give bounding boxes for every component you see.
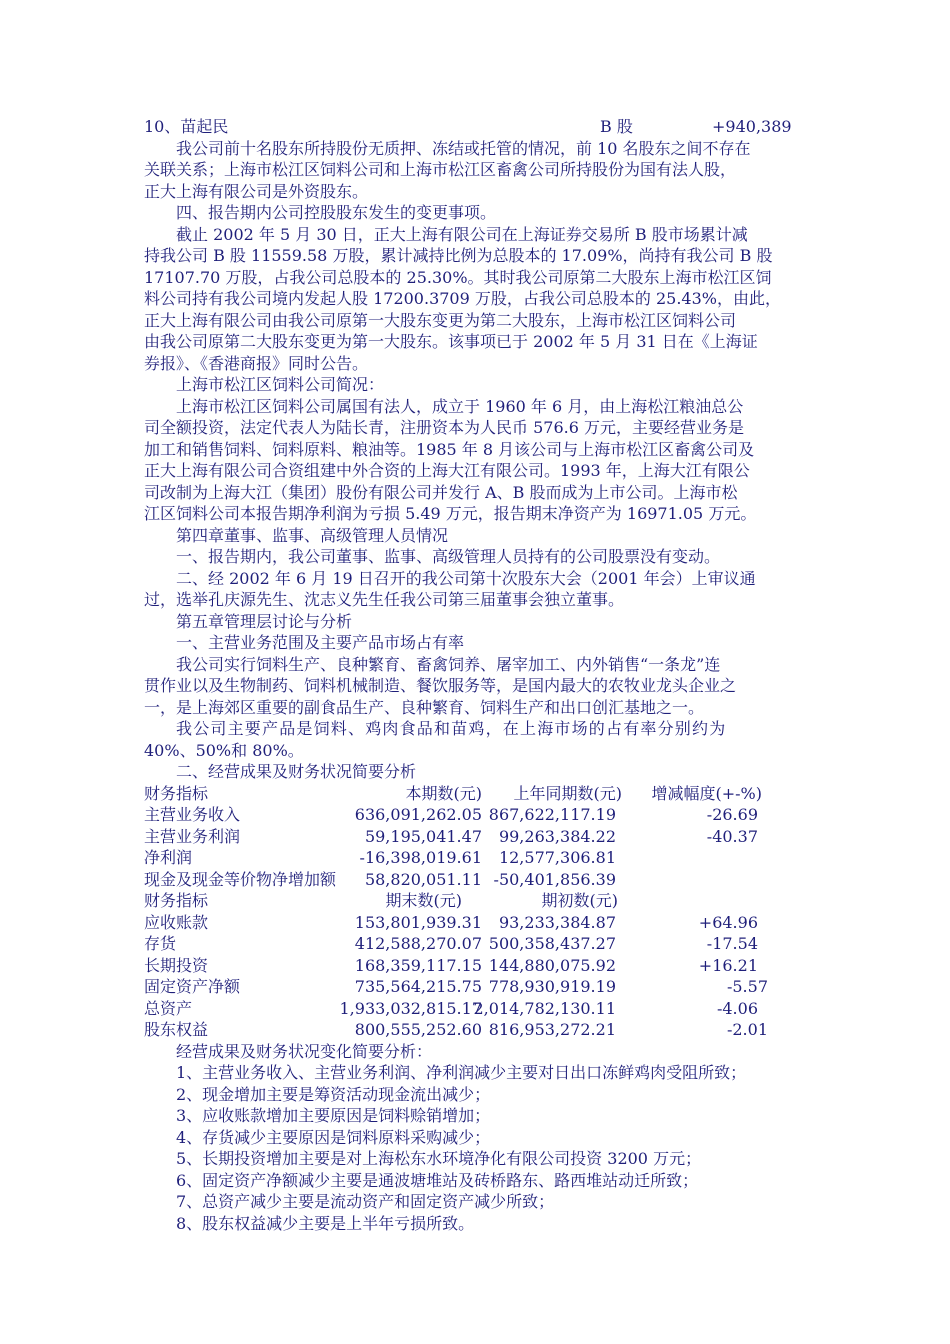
- paragraph-line: 17107.70 万股，占我公司总股本的 25.30%。其时我公司原第二大股东上海市松江区饲: [144, 267, 772, 287]
- list-item: 5、长期投资增加主要是对上海松东水环境净化有限公司投资 3200 万元；: [176, 1149, 702, 1168]
- paragraph-line: 40%、50%和 80%。: [144, 740, 304, 760]
- cell-change: -5.57: [726, 977, 768, 996]
- chapter-heading: 第五章管理层讨论与分析: [176, 611, 353, 631]
- list-item: 6、固定资产净额减少主要是通波塘堆站及砖桥路东、路西堆站动迁所致；: [176, 1170, 699, 1190]
- paragraph-line: 江区饲料公司本报告期净利润为亏损 5.49 万元，报告期末净资产为 16971.05 万元。: [144, 504, 757, 523]
- header-cell: 财务指标: [144, 783, 209, 803]
- shareholder-name: 10、苗起民: [144, 117, 229, 136]
- cell-current: 59,195,041.47: [364, 826, 482, 846]
- paragraph-line: 上海市松江区饲料公司属国有法人，成立于 1960 年 6 月，由上海松江粮油总公: [176, 396, 744, 416]
- paragraph-line: 二、经 2002 年 6 月 19 日召开的我公司第十次股东大会（2001 年会）上审议通: [176, 568, 756, 588]
- table1-header: [144, 783, 808, 805]
- paragraph-line: 贯作业以及生物制药、饲料机械制造、餐饮服务等，是国内最大的农牧业龙头企业之: [144, 676, 737, 695]
- paragraph-line: 我公司主要产品是饲料、鸡肉食品和苗鸡，在上海市场的占有率分别约为: [176, 719, 727, 738]
- paragraph-line: 持我公司 B 股 11559.58 万股，累计减持比例为总股本的 17.09%，尚持有我公司 B 股: [144, 246, 773, 265]
- paragraph-line: 过，选举孔庆源先生、沈志义先生任我公司第三届董事会独立董事。: [144, 590, 625, 609]
- table-row: [144, 847, 808, 869]
- cell-end: 735,564,215.75: [354, 977, 482, 996]
- table-row: [144, 912, 808, 934]
- header-cell: 期初数(元): [541, 891, 618, 910]
- cell-begin: 816,953,272.21: [488, 1020, 616, 1039]
- table-row: [144, 976, 808, 998]
- paragraph-line: 正大上海有限公司合资组建中外合资的上海大江有限公司。1993 年，上海大江有限公: [144, 461, 750, 480]
- list-item: 1、主营业务收入、主营业务利润、净利润减少主要对日出口冻鲜鸡肉受阻所致；: [176, 1063, 747, 1082]
- cell-begin: 93,233,384.87: [498, 912, 616, 932]
- paragraph-line: 关联关系；上海市松江区饲料公司和上海市松江区畜禽公司所持股份为国有法人股，: [144, 160, 737, 179]
- row-label: 主营业务收入: [144, 805, 241, 824]
- row-label: 固定资产净额: [144, 977, 241, 996]
- row-label: 现金及现金等价物净增加额: [144, 869, 337, 889]
- paragraph-line: 一，是上海郊区重要的副食品生产、良种繁育、饲料生产和出口创汇基地之一。: [144, 697, 705, 717]
- cell-previous: -50,401,856.39: [493, 869, 616, 889]
- list-item: 7、总资产减少主要是流动资产和固定资产减少所致；: [176, 1192, 555, 1211]
- cell-begin: 500,358,437.27: [488, 934, 616, 953]
- list-item: 8、股东权益减少主要是上半年亏损所致。: [176, 1213, 475, 1233]
- paragraph-line: 券报》、《香港商报》同时公告。: [144, 353, 369, 373]
- table-row: [144, 955, 808, 977]
- share-change: +940,389: [712, 117, 792, 136]
- cell-previous: 12,577,306.81: [498, 848, 616, 867]
- row-label: 应收账款: [144, 912, 209, 932]
- cell-current: 636,091,262.05: [354, 805, 482, 824]
- cell-end: 800,555,252.60: [354, 1020, 482, 1039]
- cell-end: 153,801,939.31: [354, 912, 482, 932]
- header-cell: 期末数(元): [385, 891, 462, 910]
- cell-previous: 99,263,384.22: [498, 826, 616, 846]
- table-row: [144, 998, 808, 1020]
- paragraph-line: 截止 2002 年 5 月 30 日，正大上海有限公司在上海证券交易所 B 股市场累计减: [176, 224, 748, 244]
- paragraph-line: 司全额投资，法定代表人为陆长青，注册资本为人民币 576.6 万元，主要经营业务是: [144, 418, 744, 437]
- section-heading: 一、主营业务范围及主要产品市场占有率: [176, 633, 465, 652]
- cell-begin: 144,880,075.92: [488, 955, 616, 975]
- section-heading: 上海市松江区饲料公司简况：: [176, 375, 385, 394]
- cell-begin: 2,014,782,130.11: [473, 998, 616, 1018]
- row-label: 净利润: [144, 848, 193, 867]
- section-heading: 四、报告期内公司控股股东发生的变更事项。: [176, 203, 497, 222]
- row-label: 存货: [144, 934, 177, 953]
- table-row: [144, 804, 808, 826]
- cell-change: -40.37: [706, 826, 758, 846]
- row-label: 长期投资: [144, 955, 209, 975]
- header-cell: 财务指标: [144, 891, 209, 910]
- row-label: 总资产: [144, 998, 193, 1018]
- cell-change: +16.21: [698, 955, 758, 975]
- chapter-heading: 第四章董事、监事、高级管理人员情况: [176, 525, 449, 545]
- paragraph-line: 司改制为上海大江（集团）股份有限公司并发行 A、B 股而成为上市公司。上海市松: [144, 482, 738, 502]
- paragraph-line: 正大上海有限公司是外资股东。: [144, 181, 369, 201]
- document-page: [144, 116, 808, 1234]
- row-label: 主营业务利润: [144, 826, 241, 846]
- cell-end: 1,933,032,815.17: [339, 998, 482, 1018]
- cell-current: 58,820,051.11: [364, 869, 482, 889]
- paragraph-line: 一、报告期内，我公司董事、监事、高级管理人员持有的公司股票没有变动。: [176, 547, 721, 566]
- list-item: 2、现金增加主要是筹资活动现金流出减少；: [176, 1084, 491, 1104]
- header-cell: 本期数(元): [405, 783, 482, 803]
- cell-change: -26.69: [706, 805, 758, 824]
- paragraph-line: 我公司实行饲料生产、良种繁育、畜禽饲养、屠宰加工、内外销售“一条龙”连: [176, 654, 721, 674]
- cell-change: -2.01: [726, 1020, 768, 1039]
- list-item: 4、存货减少主要原因是饲料原料采购减少；: [176, 1127, 491, 1147]
- table-row: [144, 1019, 808, 1041]
- cell-end: 412,588,270.07: [354, 934, 482, 953]
- header-cell: 增减幅度(+-%): [651, 783, 762, 803]
- paragraph-line: 正大上海有限公司由我公司原第一大股东变更为第二大股东，上海市松江区饲料公司: [144, 310, 737, 330]
- table2-header: [144, 890, 808, 912]
- header-cell: 上年同期数(元): [513, 783, 622, 803]
- cell-begin: 778,930,919.19: [488, 977, 616, 996]
- cell-previous: 867,622,117.19: [488, 805, 616, 824]
- cell-change: -4.06: [716, 998, 758, 1018]
- paragraph-line: 我公司前十名股东所持股份无质押、冻结或托管的情况，前 10 名股东之间不存在: [176, 138, 751, 158]
- cell-change: +64.96: [698, 912, 758, 932]
- section-heading: 二、经营成果及财务状况简要分析: [176, 762, 417, 781]
- paragraph-line: 由我公司原第二大股东变更为第一大股东。该事项已于 2002 年 5 月 31 日在《上海证: [144, 332, 758, 351]
- shareholder-row-10: [144, 116, 808, 138]
- row-label: 股东权益: [144, 1020, 209, 1039]
- table-row: [144, 826, 808, 848]
- cell-current: -16,398,019.61: [359, 848, 482, 867]
- table-row: [144, 933, 808, 955]
- list-item: 3、应收账款增加主要原因是饲料赊销增加；: [176, 1106, 491, 1125]
- section-heading: 经营成果及财务状况变化简要分析：: [176, 1041, 433, 1061]
- cell-end: 168,359,117.15: [354, 955, 482, 975]
- table-row: [144, 869, 808, 891]
- paragraph-line: 加工和销售饲料、饲料原料、粮油等。1985 年 8 月该公司与上海市松江区畜禽公司及: [144, 439, 755, 459]
- paragraph-line: 料公司持有我公司境内发起人股 17200.3709 万股，占我公司总股本的 25.43%，由此，: [144, 289, 781, 308]
- cell-change: -17.54: [706, 934, 758, 953]
- share-type: B 股: [600, 117, 633, 136]
